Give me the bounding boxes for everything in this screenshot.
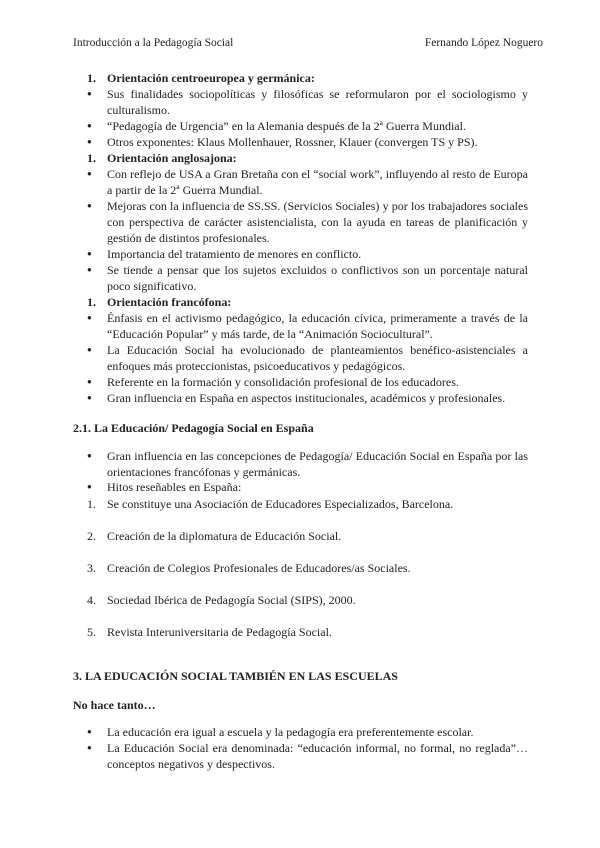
bullet-icon: ● — [87, 377, 92, 386]
list-item — [87, 374, 528, 390]
list-item-text: Creación de Colegios Profesionales de Educadores/as Sociales. — [107, 561, 411, 575]
list-item-text: Creación de la diplomatura de Educación Social. — [107, 529, 342, 543]
header-author: Fernando López Noguero — [424, 37, 543, 49]
list-item-text: Se constituye una Asociación de Educadores Especializados, Barcelona. — [107, 497, 454, 511]
list-item — [87, 624, 528, 640]
list-number: 4. — [87, 593, 96, 607]
list-item — [87, 342, 528, 374]
list-item — [87, 310, 528, 342]
list-item — [87, 592, 528, 608]
list-item-text: Con reflejo de USA a Gran Bretaña con el “social work”, influyendo al resto de Europa a partir de la 2ª Guerra Mundial. — [107, 167, 528, 197]
list-item-text: Orientación centroeuropea y germánica: — [107, 71, 315, 85]
bullet-icon: ● — [87, 249, 92, 258]
list-number: 5. — [87, 625, 96, 639]
list-number: 2. — [87, 529, 96, 543]
list-number: 1. — [87, 151, 96, 165]
bullet-icon: ● — [87, 137, 92, 146]
list-item — [87, 246, 528, 262]
bullet-icon: ● — [87, 482, 92, 491]
list-item — [87, 740, 528, 772]
bullet-icon: ● — [87, 345, 92, 354]
list-item — [87, 390, 528, 406]
list-item — [87, 86, 528, 118]
list-item — [87, 134, 528, 150]
list-item-text: Referente en la formación y consolidación profesional de los educadores. — [107, 375, 459, 389]
list-item — [87, 560, 528, 576]
bullet-icon: ● — [87, 743, 92, 752]
list-item-text: La educación era igual a escuela y la pedagogía era preferentemente escolar. — [107, 725, 474, 739]
bullet-icon: ● — [87, 121, 92, 130]
list-item — [87, 150, 528, 166]
list-item-text: Sus finalidades sociopolíticas y filosóficas se reformularon por el sociologismo y culturalismo. — [107, 87, 528, 117]
list-item — [87, 479, 528, 495]
list-item-text: Gran influencia en España en aspectos institucionales, académicos y profesionales. — [107, 391, 506, 405]
list-item — [87, 528, 528, 544]
header-title: Introducción a la Pedagogía Social — [73, 37, 234, 49]
bullet-icon: ● — [87, 265, 92, 274]
bullet-icon: ● — [87, 169, 92, 178]
list-item-text: La Educación Social ha evolucionado de planteamientos benéfico-asistenciales a enfoques más proteccionistas, psicoeducativos y pedagógicos. — [107, 343, 528, 373]
list-item-text: Hitos reseñables en España: — [107, 480, 242, 494]
list-item-text: Se tiende a pensar que los sujetos excluidos o conflictivos son un porcentaje natural poco significativo. — [107, 263, 528, 293]
list-item — [87, 198, 528, 246]
list-item-text: La Educación Social era denominada: “educación informal, no formal, no reglada”… conceptos negativos y despectivos. — [107, 741, 528, 771]
bullet-icon: ● — [87, 393, 92, 402]
list-item-text: Mejoras con la influencia de SS.SS. (Servicios Sociales) y por los trabajadores sociales con perspectiva de carácter asistencialista, con la ayuda en tareas de planificación y gestión de distintos profesionales. — [107, 199, 528, 245]
list-number: 1. — [87, 497, 96, 511]
list-item — [87, 724, 528, 740]
section-3-title: 3. LA EDUCACIÓN SOCIAL TAMBIÉN EN LAS ESCUELAS — [73, 669, 398, 683]
list-item-text: Gran influencia en las concepciones de Pedagogía/ Educación Social en España por las orientaciones francófonas y germánicas. — [107, 449, 528, 479]
list-item-text: Otros exponentes: Klaus Mollenhauer, Rossner, Klauer (convergen TS y PS). — [107, 135, 478, 149]
list-number: 1. — [87, 295, 96, 309]
bullet-icon: ● — [87, 451, 92, 460]
list-number: 3. — [87, 561, 96, 575]
bullet-icon: ● — [87, 313, 92, 322]
section-3-subtitle: No hace tanto… — [73, 698, 156, 712]
list-item-text: Importancia del tratamiento de menores en conflicto. — [107, 247, 362, 261]
bullet-icon: ● — [87, 201, 92, 210]
list-item — [87, 118, 528, 134]
list-item — [87, 448, 528, 480]
list-item-text: Énfasis en el activismo pedagógico, la educación cívica, primeramente a través de la “Educación Popular” y más tarde, de la “Animación Sociocultural”. — [107, 311, 528, 341]
list-item-text: “Pedagogía de Urgencia” en la Alemania después de la 2ª Guerra Mundial. — [107, 119, 466, 133]
list-item-text: Orientación anglosajona: — [107, 151, 237, 165]
list-item — [87, 262, 528, 294]
bullet-icon: ● — [87, 727, 92, 736]
list-item — [87, 70, 528, 86]
list-item — [87, 294, 528, 310]
list-number: 1. — [87, 71, 96, 85]
list-item — [87, 496, 528, 512]
bullet-icon: ● — [87, 89, 92, 98]
section-2-1-title: 2.1. La Educación/ Pedagogía Social en España — [73, 421, 314, 435]
list-item — [87, 166, 528, 198]
list-item-text: Revista Interuniversitaria de Pedagogía Social. — [107, 625, 332, 639]
list-item-text: Sociedad Ibérica de Pedagogía Social (SIPS), 2000. — [107, 593, 356, 607]
list-item-text: Orientación francófona: — [107, 295, 232, 309]
